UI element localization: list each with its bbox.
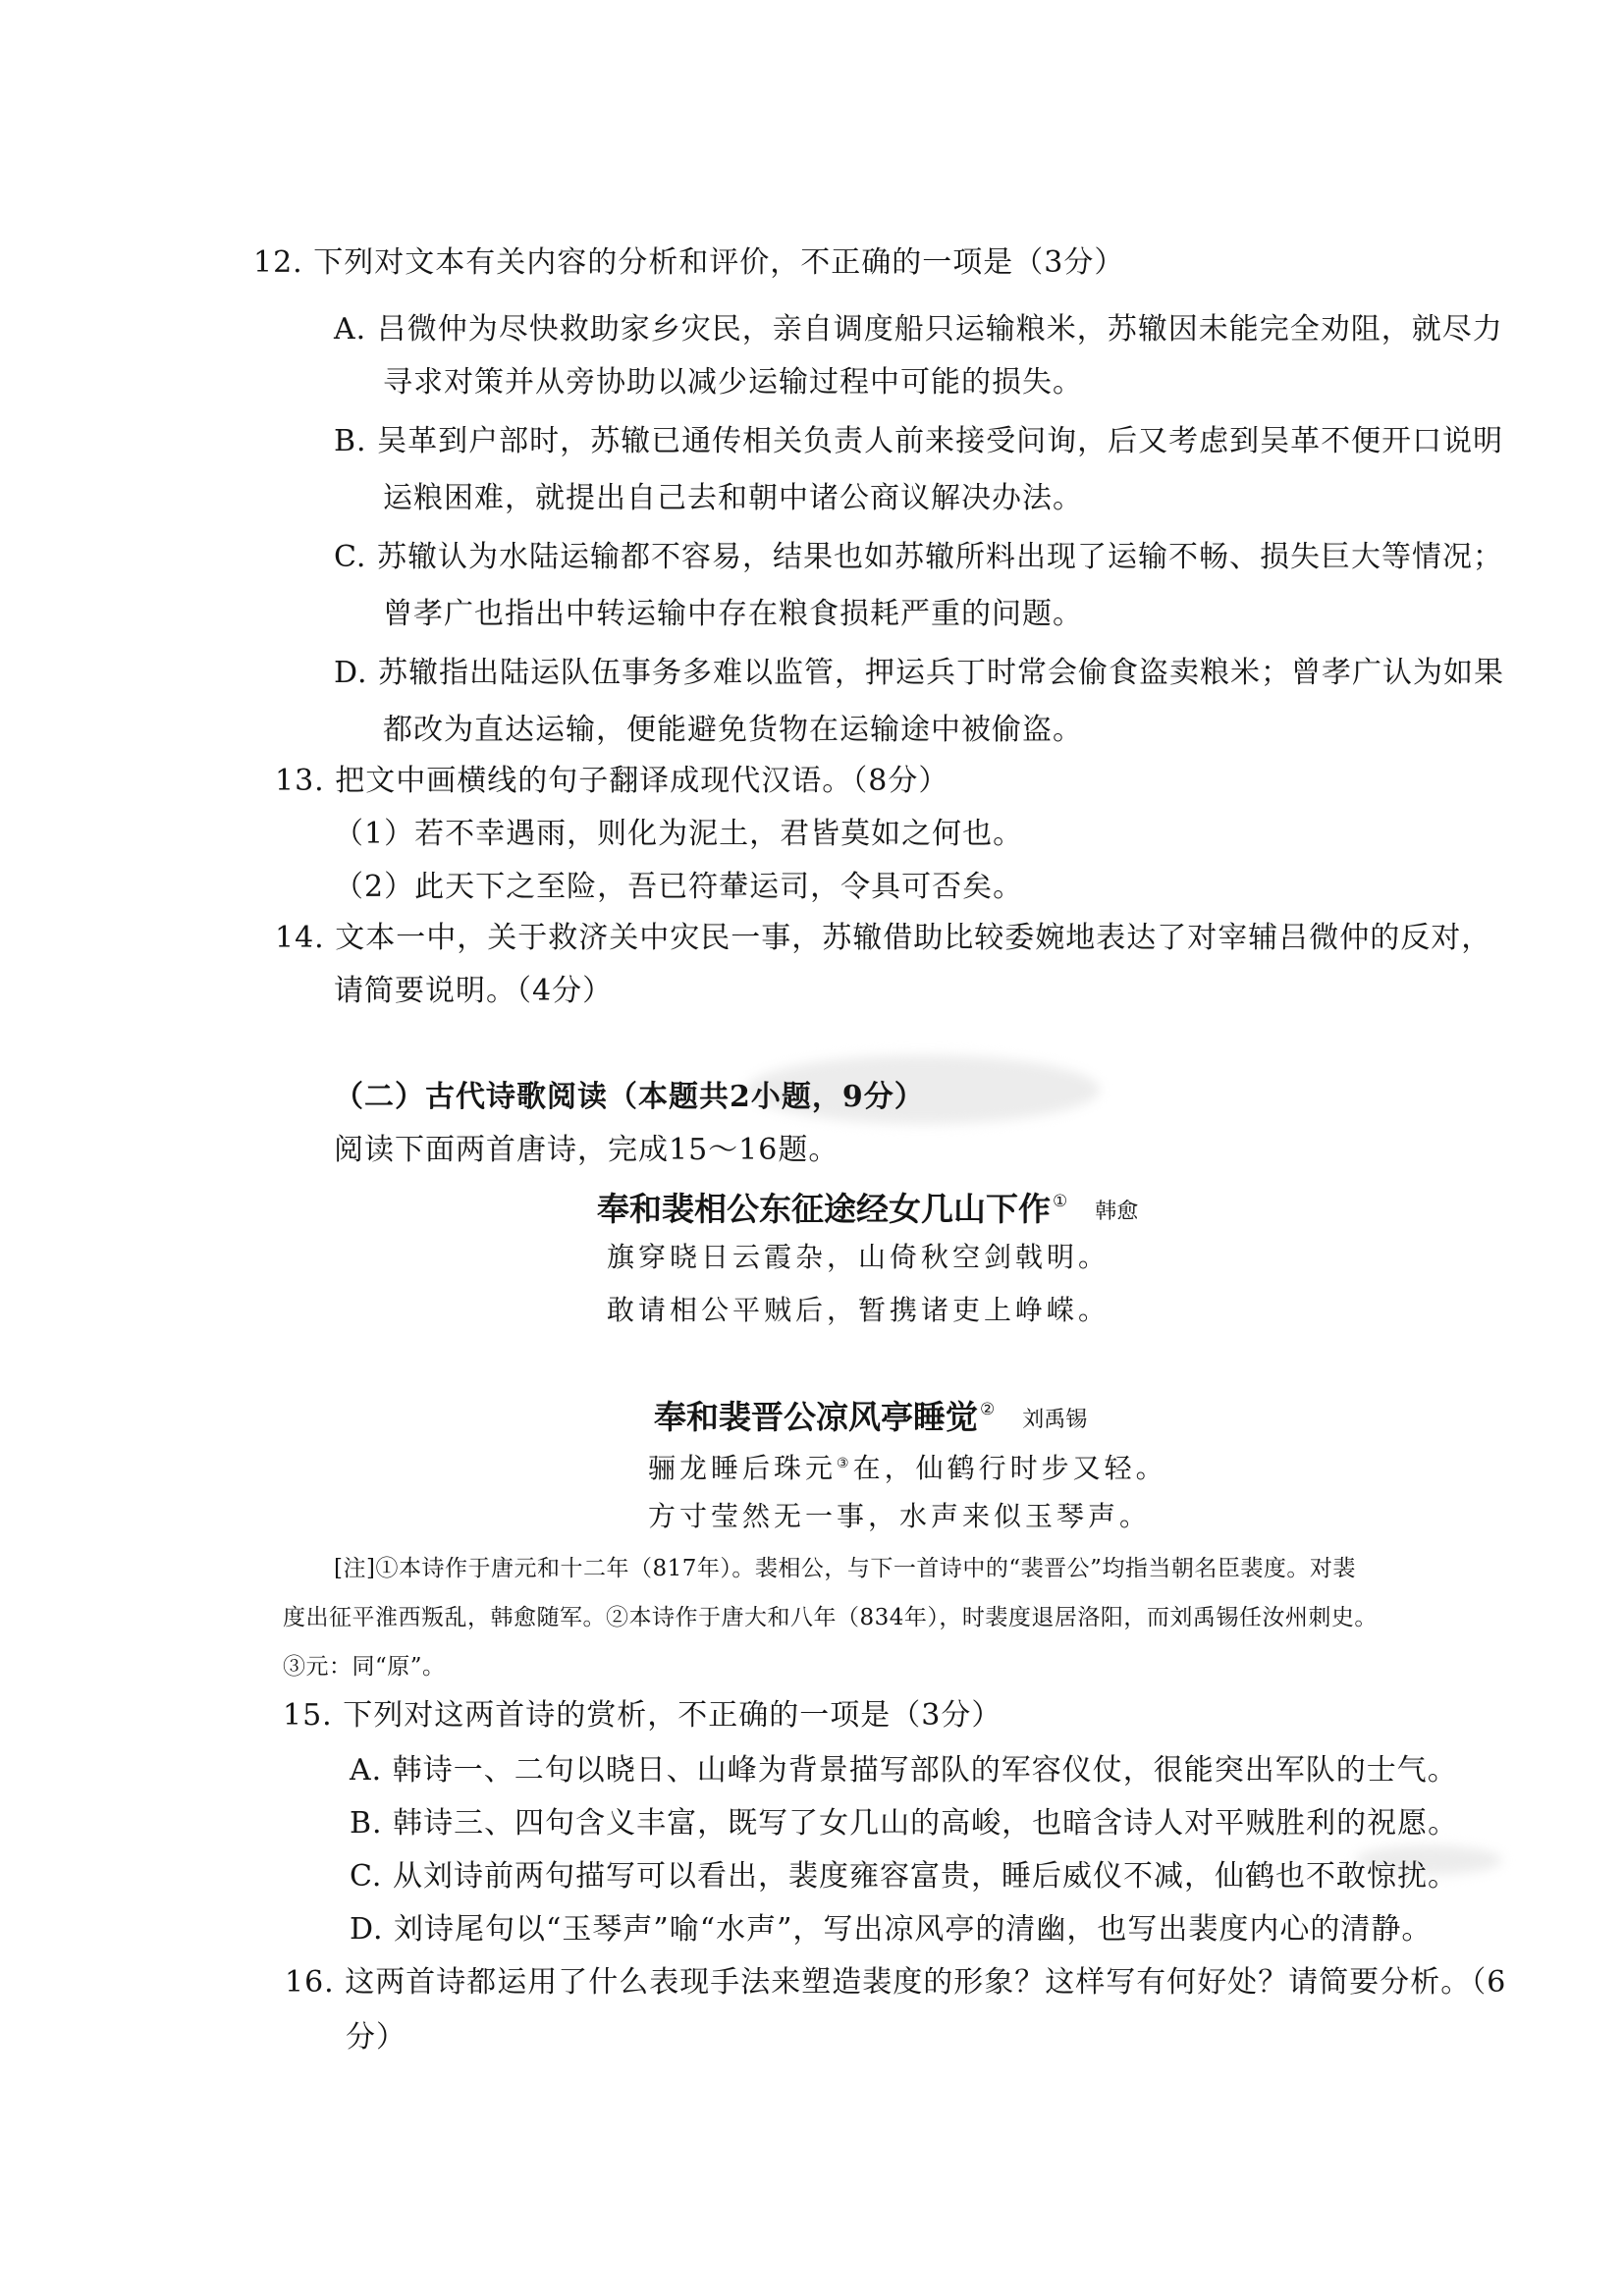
poem-2-line-2: 方寸莹然无一事，水声来似玉琴声。 bbox=[648, 1500, 1152, 1532]
q12-option-b-line2: 运粮困难，就提出自己去和朝中诸公商议解决办法。 bbox=[383, 481, 1083, 515]
question-14-line2: 请简要说明。（4分） bbox=[334, 974, 614, 1008]
notes-line-2: 度出征平淮西叛乱，韩愈随军。②本诗作于唐大和八年（834年），时裴度退居洛阳，而刘禹锡任汝州刺史。 bbox=[283, 1605, 1378, 1630]
q12-option-d-line1: D. 苏辙指出陆运队伍事务多难以监管，押运兵丁时常会偷食盗卖粮米；曾孝广认为如果 bbox=[334, 656, 1505, 690]
poem-2-line-1 bbox=[648, 1445, 1167, 1487]
q15-option-d: D. 刘诗尾句以“玉琴声”喻“水声”，写出凉风亭的清幽，也写出裴度内心的清静。 bbox=[350, 1912, 1433, 1947]
q12-option-b-line1: B. 吴革到户部时，苏辙已通传相关负责人前来接受问询，后又考虑到吴革不便开口说明 bbox=[334, 424, 1504, 458]
q13-sentence-1: （1）若不幸遇雨，则化为泥土，君皆莫如之何也。 bbox=[334, 817, 1024, 851]
poem-1-author: 韩愈 bbox=[1095, 1200, 1139, 1224]
poem-1-note-mark: ① bbox=[1053, 1192, 1068, 1211]
question-15-stem: 15. 下列对这两首诗的赏析，不正确的一项是（3分） bbox=[283, 1698, 1002, 1733]
q15-option-c: C. 从刘诗前两句描写可以看出，裴度雍容富贵，睡后威仪不减，仙鹤也不敢惊扰。 bbox=[350, 1859, 1458, 1894]
poem-2-note-mark: ② bbox=[980, 1400, 996, 1419]
poem-2-line-1-note-mark: ③ bbox=[837, 1456, 853, 1471]
q12-option-d-line2: 都改为直达运输，便能避免货物在运输途中被偷盗。 bbox=[383, 713, 1083, 747]
section-2-intro: 阅读下面两首唐诗，完成15～16题。 bbox=[334, 1133, 839, 1167]
poem-1-line-2: 敢请相公平贼后，暂携诸吏上峥嵘。 bbox=[607, 1294, 1110, 1326]
question-12-stem: 12. 下列对文本有关内容的分析和评价，不正确的一项是（3分） bbox=[253, 245, 1125, 280]
q12-option-a-line1: A. 吕微仲为尽快救助家乡灾民，亲自调度船只运输粮米，苏辙因未能完全劝阻，就尽力 bbox=[334, 312, 1503, 347]
q12-option-c-line2: 曾孝广也指出中转运输中存在粮食损耗严重的问题。 bbox=[383, 597, 1083, 631]
poem-1-title-block bbox=[597, 1180, 1138, 1234]
notes-line-1: [注]①本诗作于唐元和十二年（817年）。裴相公，与下一首诗中的“裴晋公”均指当朝名臣裴度。对裴 bbox=[334, 1556, 1356, 1581]
q13-sentence-2: （2）此天下之至险，吾已符輂运司，令具可否矣。 bbox=[334, 870, 1024, 904]
question-14-line1: 14. 文本一中，关于救济关中灾民一事，苏辙借助比较委婉地表达了对宰辅吕微仲的反对， bbox=[275, 921, 1492, 955]
notes-line-3: ③元：同“原”。 bbox=[283, 1654, 446, 1680]
poem-2-line-1-part-a: 骊龙睡后珠元 bbox=[648, 1452, 838, 1484]
q12-option-c-line1: C. 苏辙认为水陆运输都不容易，结果也如苏辙所料出现了运输不畅、损失巨大等情况； bbox=[334, 540, 1503, 574]
question-13-stem: 13. 把文中画横线的句子翻译成现代汉语。（8分） bbox=[275, 764, 949, 798]
q12-option-a-line2: 寻求对策并从旁协助以减少运输过程中可能的损失。 bbox=[383, 365, 1083, 400]
q15-option-b: B. 韩诗三、四句含义丰富，既写了女几山的高峻，也暗含诗人对平贼胜利的祝愿。 bbox=[350, 1806, 1459, 1841]
question-16-line1: 16. 这两首诗都运用了什么表现手法来塑造裴度的形象？这样写有何好处？请简要分析。（6 bbox=[285, 1965, 1507, 2000]
poem-2-author: 刘禹锡 bbox=[1022, 1408, 1088, 1432]
poem-1-line-1: 旗穿晓日云霞杂，山倚秋空剑戟明。 bbox=[607, 1241, 1110, 1273]
question-16-line2: 分） bbox=[346, 2020, 406, 2055]
poem-2-line-1-part-b: 在，仙鹤行时步又轻。 bbox=[852, 1452, 1167, 1484]
poem-1-title: 奉和裴相公东征途经女几山下作 bbox=[597, 1190, 1051, 1228]
poem-2-title-block bbox=[654, 1388, 1087, 1442]
section-2-heading: （二）古代诗歌阅读（本题共2小题，9分） bbox=[334, 1080, 925, 1114]
q15-option-a: A. 韩诗一、二句以晓日、山峰为背景描写部队的军容仪仗，很能突出军队的士气。 bbox=[350, 1753, 1458, 1788]
poem-2-title: 奉和裴晋公凉风亭睡觉 bbox=[654, 1398, 978, 1436]
